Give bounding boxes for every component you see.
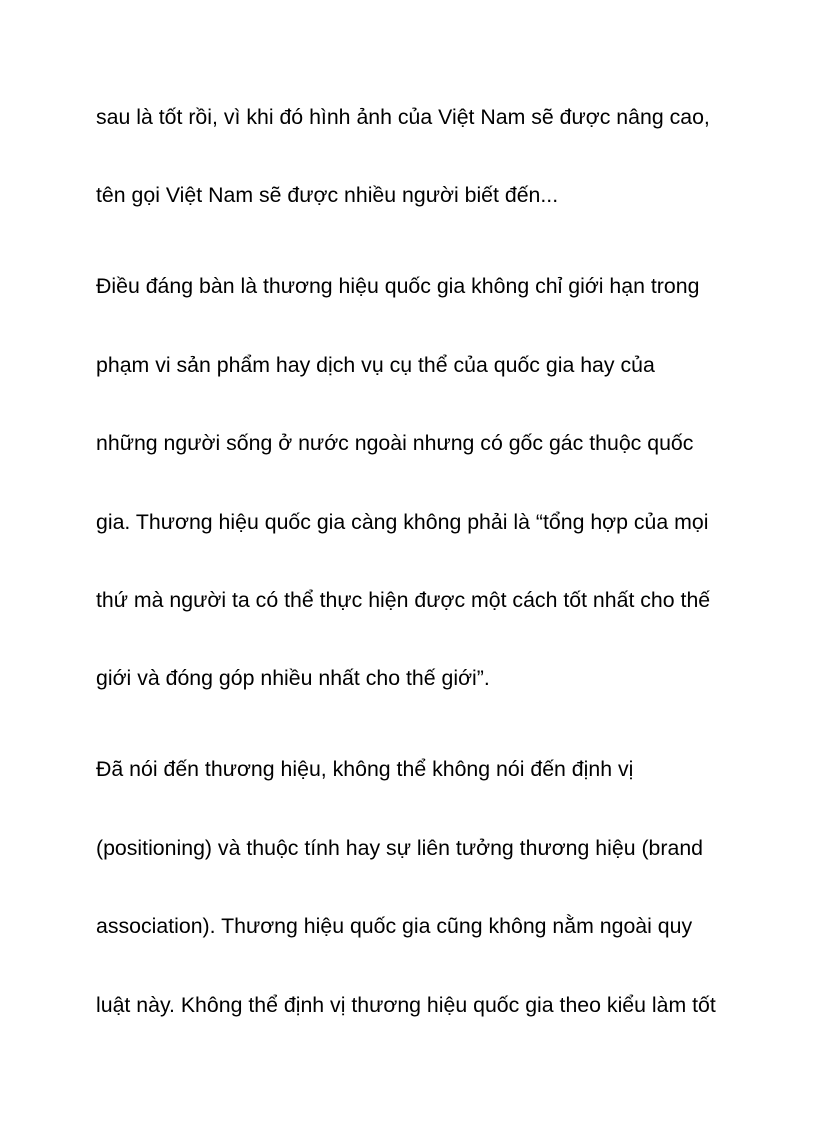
text-line: gia. Thương hiệu quốc gia càng không phải là “tổng hợp của mọi <box>96 510 709 534</box>
text-line: sau là tốt rồi, vì khi đó hình ảnh của Việt Nam sẽ được nâng cao, <box>96 105 710 129</box>
text-line: giới và đóng góp nhiều nhất cho thế giới”. <box>96 666 490 690</box>
text-line: tên gọi Việt Nam sẽ được nhiều người biết đến... <box>96 183 559 207</box>
text-line: (positioning) và thuộc tính hay sự liên tưởng thương hiệu (brand <box>96 836 704 860</box>
text-line: Đã nói đến thương hiệu, không thể không nói đến định vị <box>96 757 634 781</box>
text-line: thứ mà người ta có thể thực hiện được một cách tốt nhất cho thế <box>96 588 711 612</box>
text-line: luật này. Không thể định vị thương hiệu quốc gia theo kiểu làm tốt <box>96 993 716 1017</box>
text-line: Điều đáng bàn là thương hiệu quốc gia không chỉ giới hạn trong <box>96 274 700 298</box>
text-line: association). Thương hiệu quốc gia cũng không nằm ngoài quy <box>96 914 693 938</box>
text-line: những người sống ở nước ngoài nhưng có gốc gác thuộc quốc <box>96 431 694 455</box>
text-line: phạm vi sản phẩm hay dịch vụ cụ thể của quốc gia hay của <box>96 353 655 377</box>
